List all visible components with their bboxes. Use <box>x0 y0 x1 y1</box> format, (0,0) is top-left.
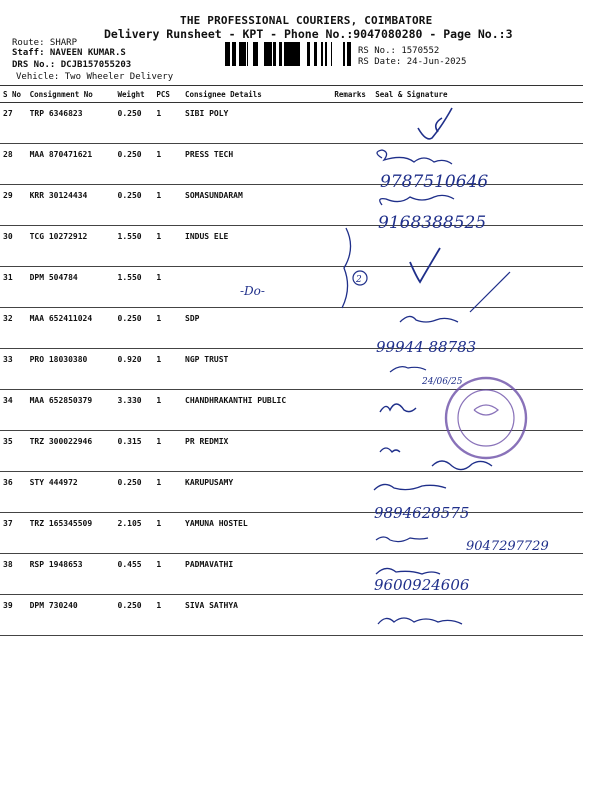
row-details: INDUS ELE <box>182 226 331 267</box>
row-remarks <box>331 185 372 226</box>
row-details <box>182 267 331 308</box>
row-weight: 0.250 <box>115 103 154 144</box>
barcode-bar <box>279 42 282 66</box>
barcode-bar <box>292 42 293 66</box>
row-seal <box>372 185 583 226</box>
barcode-bar <box>255 42 256 66</box>
row-sno: 29 <box>0 185 27 226</box>
row-seal <box>372 267 583 308</box>
row-weight: 0.250 <box>115 308 154 349</box>
row-pcs: 1 <box>153 267 182 308</box>
table-row <box>0 390 583 431</box>
table-header-row <box>0 86 583 103</box>
row-pcs: 1 <box>153 554 182 595</box>
phone-29: 9787510646 <box>380 172 489 192</box>
row-consignment: TRP 6346823 <box>27 103 115 144</box>
table-row <box>0 472 583 513</box>
row-sno: 27 <box>0 103 27 144</box>
row-details: CHANDHRAKANTHI PUBLIC <box>182 390 331 431</box>
row-pcs: 1 <box>153 103 182 144</box>
col-details: Consignee Details <box>182 86 331 103</box>
barcode-bar <box>264 42 266 66</box>
barcode-bar <box>241 42 244 66</box>
circled-two-glyph: 2 <box>356 275 362 285</box>
row-details: PRESS TECH <box>182 144 331 185</box>
row-weight: 0.920 <box>115 349 154 390</box>
col-remarks: Remarks <box>331 86 372 103</box>
barcode-bar <box>269 42 272 66</box>
table-row <box>0 595 583 636</box>
barcode-icon <box>225 42 355 66</box>
row-pcs: 1 <box>153 144 182 185</box>
row-seal <box>372 349 583 390</box>
row-weight: 1.550 <box>115 267 154 308</box>
row-weight: 0.250 <box>115 185 154 226</box>
col-sno: S No <box>0 86 27 103</box>
barcode-bar <box>235 42 236 66</box>
barcode-bar <box>225 42 227 66</box>
barcode-bar <box>244 42 246 66</box>
row-pcs: 1 <box>153 185 182 226</box>
barcode-bar <box>232 42 235 66</box>
barcode-bar <box>253 42 255 66</box>
table-row <box>0 226 583 267</box>
table-row <box>0 349 583 390</box>
barcode-bar <box>343 42 345 66</box>
row-details: SDP <box>182 308 331 349</box>
barcode-bar <box>284 42 286 66</box>
row-consignment: TRZ 165345509 <box>27 513 115 554</box>
barcode-bar <box>289 42 292 66</box>
row-remarks <box>331 431 372 472</box>
barcode-bar <box>229 42 230 66</box>
row-pcs: 1 <box>153 431 182 472</box>
barcode-bar <box>325 42 326 66</box>
drs-number: DRS No.: DCJB157055203 <box>12 60 132 70</box>
row-seal <box>372 554 583 595</box>
row-details: YAMUNA HOSTEL <box>182 513 331 554</box>
row-remarks <box>331 554 372 595</box>
row-consignment: RSP 1948653 <box>27 554 115 595</box>
barcode-bar <box>298 42 300 66</box>
row-pcs: 1 <box>153 513 182 554</box>
row-consignment: TRZ 300022946 <box>27 431 115 472</box>
row-consignment: MAA 652411024 <box>27 308 115 349</box>
row-weight: 0.250 <box>115 144 154 185</box>
row-details: KARUPUSAMY <box>182 472 331 513</box>
row-remarks <box>331 267 372 308</box>
row-details: SIBI POLY <box>182 103 331 144</box>
barcode-bar <box>348 42 351 66</box>
row-consignment: STY 444972 <box>27 472 115 513</box>
rs-number: RS No.: 1570552 <box>358 46 440 56</box>
vehicle-label: Vehicle: Two Wheeler Delivery <box>16 72 174 82</box>
table-row <box>0 431 583 472</box>
col-consignment: Consignment No <box>27 86 115 103</box>
row-pcs: 1 <box>153 595 182 636</box>
barcode-bar <box>307 42 310 66</box>
barcode-bar <box>286 42 289 66</box>
table-row <box>0 308 583 349</box>
row-consignment: DPM 730240 <box>27 595 115 636</box>
row-seal <box>372 390 583 431</box>
col-seal: Seal & Signature <box>372 86 583 103</box>
phone-30: 9168388525 <box>378 213 487 233</box>
row-remarks <box>331 472 372 513</box>
phone-37: 9047297729 <box>466 539 549 554</box>
row-remarks <box>331 513 372 554</box>
table-row <box>0 144 583 185</box>
barcode-bar <box>266 42 269 66</box>
row-pcs: 1 <box>153 349 182 390</box>
row-sno: 31 <box>0 267 27 308</box>
row-sno: 34 <box>0 390 27 431</box>
barcode-bar <box>321 42 323 66</box>
row-sno: 39 <box>0 595 27 636</box>
row-details: PADMAVATHI <box>182 554 331 595</box>
phone-38: 9600924606 <box>374 576 470 594</box>
row-details: SOMASUNDARAM <box>182 185 331 226</box>
barcode-bar <box>227 42 229 66</box>
row-consignment: MAA 870471621 <box>27 144 115 185</box>
barcode-bar <box>326 42 327 66</box>
row-pcs: 1 <box>153 226 182 267</box>
runsheet-table <box>0 85 583 636</box>
row-seal <box>372 308 583 349</box>
barcode-bar <box>273 42 276 66</box>
row-pcs: 1 <box>153 308 182 349</box>
col-weight: Weight <box>115 86 154 103</box>
phone-36: 9894628575 <box>374 504 470 522</box>
row-weight: 3.330 <box>115 390 154 431</box>
row-consignment: DPM 504784 <box>27 267 115 308</box>
row-remarks <box>331 349 372 390</box>
row-seal <box>372 472 583 513</box>
row-seal <box>372 595 583 636</box>
table-row <box>0 513 583 554</box>
table-row <box>0 103 583 144</box>
row-consignment: KRR 30124434 <box>27 185 115 226</box>
staff-label: Staff: NAVEEN KUMAR.S <box>12 48 126 58</box>
barcode-bar <box>296 42 298 66</box>
barcode-bar <box>347 42 348 66</box>
row-remarks <box>331 103 372 144</box>
row-details: PR REDMIX <box>182 431 331 472</box>
row-remarks <box>331 226 372 267</box>
barcode-bar <box>239 42 241 66</box>
runsheet-title: Delivery Runsheet - KPT - Phone No.:9047080280 - Page No.:3 <box>104 27 513 41</box>
row-remarks <box>331 308 372 349</box>
row-consignment: MAA 652850379 <box>27 390 115 431</box>
row-weight: 0.315 <box>115 431 154 472</box>
row-remarks <box>331 595 372 636</box>
row-sno: 33 <box>0 349 27 390</box>
do-mark: -Do- <box>240 284 265 298</box>
barcode-bar <box>247 42 248 66</box>
row-seal <box>372 226 583 267</box>
row-remarks <box>331 144 372 185</box>
row-pcs: 1 <box>153 390 182 431</box>
row-sno: 32 <box>0 308 27 349</box>
table-row <box>0 554 583 595</box>
barcode-bar <box>256 42 258 66</box>
row-sno: 38 <box>0 554 27 595</box>
row-weight: 0.250 <box>115 595 154 636</box>
row-sno: 28 <box>0 144 27 185</box>
date-33: 24/06/25 <box>422 377 463 387</box>
barcode-bar <box>314 42 317 66</box>
row-details: SIVA SATHYA <box>182 595 331 636</box>
row-sno: 35 <box>0 431 27 472</box>
row-consignment: TCG 10272912 <box>27 226 115 267</box>
row-seal <box>372 513 583 554</box>
row-sno: 36 <box>0 472 27 513</box>
rs-date: RS Date: 24-Jun-2025 <box>358 57 467 67</box>
row-seal <box>372 144 583 185</box>
barcode-bar <box>331 42 332 66</box>
row-seal <box>372 431 583 472</box>
row-pcs: 1 <box>153 472 182 513</box>
row-details: NGP TRUST <box>182 349 331 390</box>
row-sno: 30 <box>0 226 27 267</box>
row-weight: 2.105 <box>115 513 154 554</box>
row-consignment: PRO 18030380 <box>27 349 115 390</box>
row-weight: 0.250 <box>115 472 154 513</box>
row-weight: 0.455 <box>115 554 154 595</box>
route-label: Route: SHARP <box>12 38 78 48</box>
col-pcs: PCS <box>153 86 182 103</box>
table-row <box>0 185 583 226</box>
company-name: THE PROFESSIONAL COURIERS, COIMBATORE <box>180 14 433 27</box>
row-remarks <box>331 390 372 431</box>
phone-32: 99944 88783 <box>376 338 477 356</box>
row-sno: 37 <box>0 513 27 554</box>
barcode-bar <box>293 42 296 66</box>
row-weight: 1.550 <box>115 226 154 267</box>
table-row <box>0 267 583 308</box>
row-seal <box>372 103 583 144</box>
